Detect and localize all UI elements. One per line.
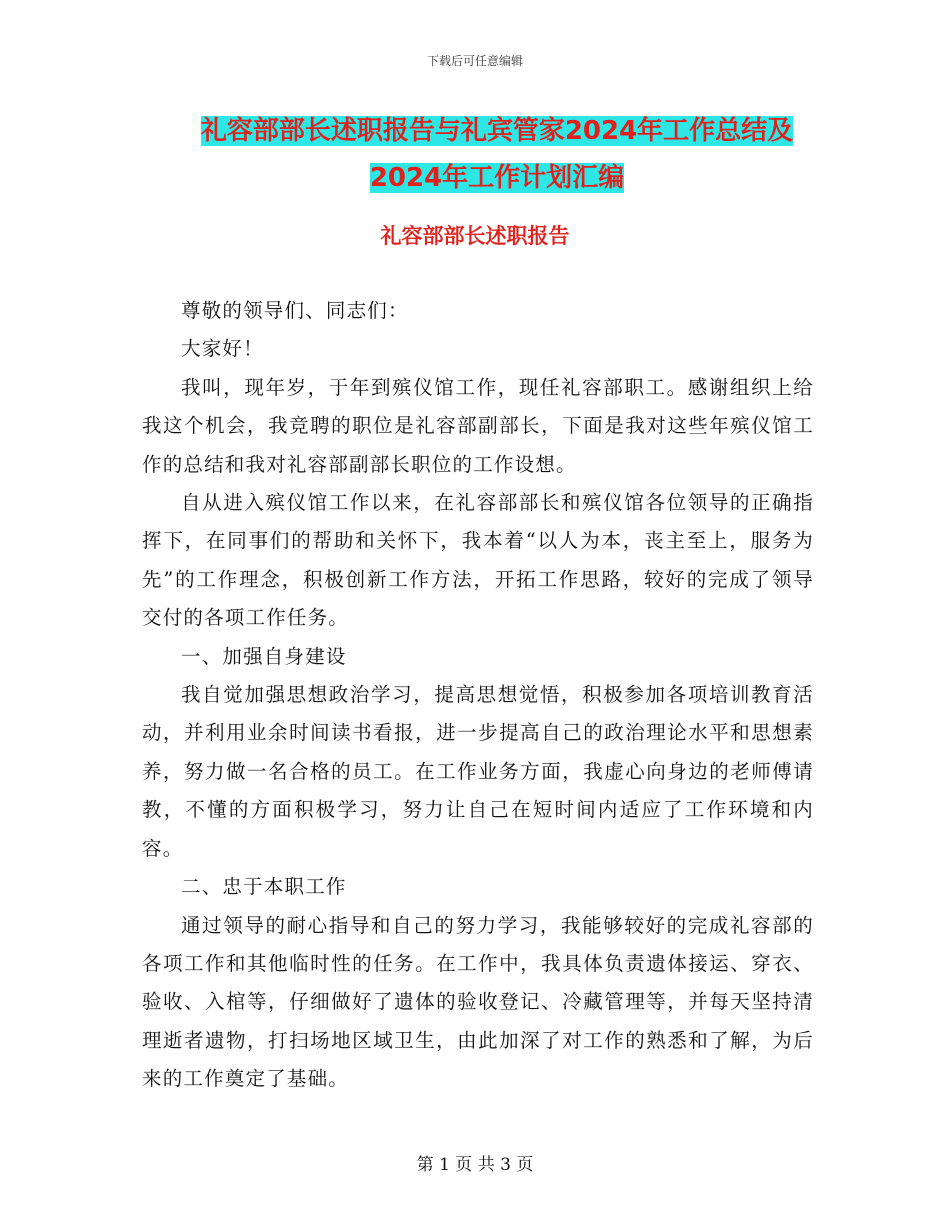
paragraph-job-duties: 通过领导的耐心指导和自己的努力学习，我能够较好的完成礼容部的各项工作和其他临时性的任务。在工作中，我具体负责遗体接运、穿衣、验收、入棺等，仔细做好了遗体的验收登记、冷藏管理等，并每天坚持清理逝者遗物，打扫场地区域卫生，由此加深了对工作的熟悉和了解，为后来的工作奠定了基础。 [142,913,814,1091]
document-title [142,108,852,202]
greeting: 大家好！ [181,337,264,361]
heading-job-duties: 二、忠于本职工作 [181,875,347,899]
document-title-line-1: 礼容部部长述职报告与礼宾管家2024年工作总结及 [200,116,794,146]
paragraph-self-improvement: 我自觉加强思想政治学习，提高思想觉悟，积极参加各项培训教育活动，并利用业余时间读书看报，进一步提高自己的政治理论水平和思想素养，努力做一名合格的员工。在工作业务方面，我虚心向身边的老师傅请教，不懂的方面积极学习，努力让自己在短时间内适应了工作环境和内容。 [142,683,814,860]
salutation: 尊敬的领导们、同志们： [181,299,409,322]
document-title-line-2: 2024年工作计划汇编 [369,163,625,193]
paragraph-overview: 自从进入殡仪馆工作以来，在礼容部部长和殡仪馆各位领导的正确指挥下，在同事们的帮助和关怀下，我本着“以人为本，丧主至上，服务为先”的工作理念，积极创新工作方法，开拓工作思路，较好的完成了领导交付的各项工作任务。 [142,491,814,630]
paragraph-introduction: 我叫，现年岁，于年到殡仪馆工作，现任礼容部职工。感谢组织上给我这个机会，我竞聘的职位是礼容部副部长，下面是我对这些年殡仪馆工作的总结和我对礼容部副部长职位的工作设想。 [142,375,814,476]
heading-self-improvement: 一、加强自身建设 [181,644,347,668]
document-body [142,292,814,1099]
page-header-note: 下载后可任意编辑 [426,54,523,68]
page-number: 第 1 页 共 3 页 [416,1155,534,1175]
section-title: 礼容部部长述职报告 [380,224,570,248]
